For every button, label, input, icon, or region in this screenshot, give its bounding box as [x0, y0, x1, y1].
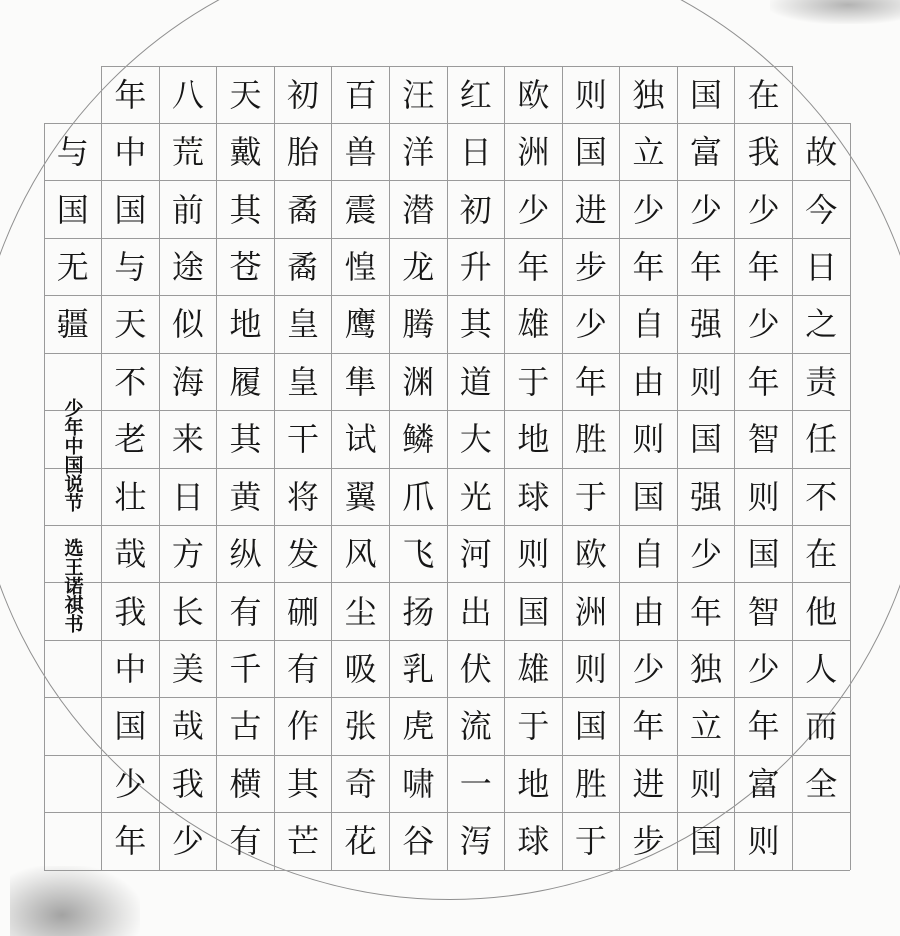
grid-character: 少: [171, 822, 204, 861]
grid-character: 皇: [287, 305, 320, 344]
grid-character: 独: [632, 75, 665, 114]
grid-character: 有: [287, 649, 320, 688]
grid-character: 少: [747, 190, 780, 229]
grid-character: 于: [574, 477, 607, 516]
grid-character: 其: [287, 764, 320, 803]
grid-character: 年: [747, 362, 780, 401]
grid-character: 八: [171, 75, 204, 114]
grid-character: 壮: [114, 477, 147, 516]
grid-character: 年: [574, 362, 607, 401]
grid-character: 震: [344, 190, 377, 229]
grid-character: 鹰: [344, 305, 377, 344]
grid-character: 则: [747, 477, 780, 516]
grid-character: 全: [805, 764, 838, 803]
grid-character: 国: [574, 707, 607, 746]
grid-character: 黄: [229, 477, 262, 516]
grid-character: 前: [171, 190, 204, 229]
grid-character: 步: [574, 247, 607, 286]
grid-character: 我: [114, 592, 147, 631]
grid-character: 球: [517, 477, 550, 516]
grid-character: 矞: [287, 247, 320, 286]
grid-character: 胜: [574, 764, 607, 803]
grid-character: 日: [459, 133, 492, 172]
grid-character: 少: [517, 190, 550, 229]
grid-character: 升: [459, 247, 492, 286]
grid-character: 美: [171, 649, 204, 688]
grid-character: 干: [287, 420, 320, 459]
grid-character: 爪: [402, 477, 435, 516]
grid-character: 兽: [344, 133, 377, 172]
grid-character: 其: [229, 420, 262, 459]
grid-character: 于: [517, 362, 550, 401]
grid-character: 年: [114, 822, 147, 861]
grid-character: 在: [747, 75, 780, 114]
grid-character: 渊: [402, 362, 435, 401]
grid-character: 今: [805, 190, 838, 229]
grid-character: 任: [805, 420, 838, 459]
grid-character: 古: [229, 707, 262, 746]
grid-character: 富: [690, 133, 723, 172]
grid-character: 我: [747, 133, 780, 172]
grid-character: 出: [459, 592, 492, 631]
grid-character: 天: [229, 75, 262, 114]
grid-character: 进: [574, 190, 607, 229]
grid-character: 千: [229, 649, 262, 688]
grid-character: 则: [517, 535, 550, 574]
grid-character: 发: [287, 535, 320, 574]
grid-character: 张: [344, 707, 377, 746]
grid-character: 进: [632, 764, 665, 803]
grid-character: 方: [171, 535, 204, 574]
grid-character: 年: [690, 592, 723, 631]
grid-character: 欧: [517, 75, 550, 114]
grid-character: 其: [459, 305, 492, 344]
grid-character: 人: [805, 649, 838, 688]
grid-character: 啸: [402, 764, 435, 803]
grid-character: 智: [747, 420, 780, 459]
grid-character: 少: [690, 535, 723, 574]
grid-character: 红: [459, 75, 492, 114]
grid-character: 有: [229, 592, 262, 631]
grid-character: 途: [171, 247, 204, 286]
grid-character: 吸: [344, 649, 377, 688]
grid-character: 哉: [114, 535, 147, 574]
grid-character: 与: [114, 247, 147, 286]
grid-character: 则: [574, 649, 607, 688]
signature-block: [46, 398, 100, 758]
grid-character: 年: [747, 247, 780, 286]
grid-character: 花: [344, 822, 377, 861]
grid-character: 潜: [402, 190, 435, 229]
grid-character: 伏: [459, 649, 492, 688]
grid-character: 年: [517, 247, 550, 286]
grid-character: 不: [114, 362, 147, 401]
grid-character: 长: [171, 592, 204, 631]
grid-character: 年: [632, 247, 665, 286]
grid-character: 虎: [402, 707, 435, 746]
grid-character: 矞: [287, 190, 320, 229]
grid-character: 智: [747, 592, 780, 631]
grid-character: 立: [632, 133, 665, 172]
grid-character: 乳: [402, 649, 435, 688]
grid-character: 强: [690, 477, 723, 516]
grid-character: 百: [344, 75, 377, 114]
grid-character: 步: [632, 822, 665, 861]
grid-character: 翼: [344, 477, 377, 516]
grid-character: 硎: [287, 592, 320, 631]
grid-character: 河: [459, 535, 492, 574]
grid-character: 尘: [344, 592, 377, 631]
grid-character: 独: [690, 649, 723, 688]
grid-character: 强: [690, 305, 723, 344]
grid-character: 少: [632, 190, 665, 229]
grid-character: 我: [171, 764, 204, 803]
grid-character: 国: [114, 707, 147, 746]
grid-character: 少: [632, 649, 665, 688]
grid-character: 少: [747, 305, 780, 344]
grid-character: 少: [690, 190, 723, 229]
grid-character: 有: [229, 822, 262, 861]
grid-character: 国: [56, 190, 89, 229]
grid-character: 泻: [459, 822, 492, 861]
grid-character: 似: [171, 305, 204, 344]
grid-character: 奇: [344, 764, 377, 803]
grid-character: 国: [690, 822, 723, 861]
grid-character: 富: [747, 764, 780, 803]
grid-character: 海: [171, 362, 204, 401]
grid-character: [44, 66, 102, 123]
calligraphy-grid: [44, 66, 850, 870]
grid-character: 谷: [402, 822, 435, 861]
grid-character: 年: [114, 75, 147, 114]
grid-character: 欧: [574, 535, 607, 574]
grid-character: 胜: [574, 420, 607, 459]
grid-character: 初: [287, 75, 320, 114]
grid-character: 大: [459, 420, 492, 459]
grid-character: 戴: [229, 133, 262, 172]
grid-character: 年: [747, 707, 780, 746]
grid-character: 芒: [287, 822, 320, 861]
grid-character: 地: [517, 764, 550, 803]
grid-character: 胎: [287, 133, 320, 172]
grid-character: 试: [344, 420, 377, 459]
grid-character: 飞: [402, 535, 435, 574]
grid-character: 于: [574, 822, 607, 861]
grid-character: 地: [517, 420, 550, 459]
grid-character: 汪: [402, 75, 435, 114]
grid-character: 少: [574, 305, 607, 344]
grid-character: 他: [805, 592, 838, 631]
grid-character: 扬: [402, 592, 435, 631]
grid-character: 球: [517, 822, 550, 861]
grid-character: 不: [805, 477, 838, 516]
grid-character: 无: [56, 247, 89, 286]
grid-character: 少: [747, 649, 780, 688]
grid-character: 于: [517, 707, 550, 746]
grid-character: 道: [459, 362, 492, 401]
grid-character: 皇: [287, 362, 320, 401]
grid-character: 龙: [402, 247, 435, 286]
grid-character: 由: [632, 362, 665, 401]
grid-character: 国: [517, 592, 550, 631]
grid-character: 在: [805, 535, 838, 574]
grid-character: 洲: [517, 133, 550, 172]
grid-character: 则: [632, 420, 665, 459]
grid-character: 鳞: [402, 420, 435, 459]
grid-character: 荒: [171, 133, 204, 172]
ink-stain-top-right: [770, 0, 900, 24]
grid-character: 年: [632, 707, 665, 746]
grid-character: 地: [229, 305, 262, 344]
grid-character: 年: [690, 247, 723, 286]
grid-character: 则: [690, 764, 723, 803]
grid-character: 纵: [229, 535, 262, 574]
grid-character: 中: [114, 649, 147, 688]
grid-character: 洋: [402, 133, 435, 172]
grid-character: 一: [459, 764, 492, 803]
grid-character: 疆: [56, 305, 89, 344]
grid-character: 则: [574, 75, 607, 114]
grid-character: 自: [632, 535, 665, 574]
grid-character: 日: [171, 477, 204, 516]
grid-character: 流: [459, 707, 492, 746]
grid-character: 则: [690, 362, 723, 401]
grid-character: 国: [632, 477, 665, 516]
grid-character: 国: [690, 75, 723, 114]
grid-character: 苍: [229, 247, 262, 286]
signature-title: 少年中国说节: [61, 398, 84, 512]
grid-character: 雄: [517, 649, 550, 688]
grid-character: 国: [114, 190, 147, 229]
grid-character: 自: [632, 305, 665, 344]
grid-character: 隼: [344, 362, 377, 401]
grid-character: 之: [805, 305, 838, 344]
grid-character: 来: [171, 420, 204, 459]
grid-character: 履: [229, 362, 262, 401]
grid-character: 由: [632, 592, 665, 631]
grid-character: 其: [229, 190, 262, 229]
grid-character: 与: [56, 133, 89, 172]
ink-stain-bottom-left: [10, 866, 140, 936]
grid-character: 日: [805, 247, 838, 286]
grid-character: 将: [287, 477, 320, 516]
signature-author: 选王诺祺书: [61, 538, 84, 633]
grid-character: 哉: [171, 707, 204, 746]
grid-character: 洲: [574, 592, 607, 631]
grid-character: 国: [747, 535, 780, 574]
grid-character: 作: [287, 707, 320, 746]
grid-character: 风: [344, 535, 377, 574]
grid-character: 初: [459, 190, 492, 229]
grid-character: 国: [690, 420, 723, 459]
grid-character: 而: [805, 707, 838, 746]
grid-character: 老: [114, 420, 147, 459]
grid-character: 雄: [517, 305, 550, 344]
grid-character: 故: [805, 133, 838, 172]
grid-character: 天: [114, 305, 147, 344]
grid-character: 则: [747, 822, 780, 861]
grid-character: 责: [805, 362, 838, 401]
grid-character: 立: [690, 707, 723, 746]
grid-character: 中: [114, 133, 147, 172]
grid-character: 惶: [344, 247, 377, 286]
grid-character: 腾: [402, 305, 435, 344]
grid-character: 光: [459, 477, 492, 516]
grid-character: 横: [229, 764, 262, 803]
grid-character: 国: [574, 133, 607, 172]
grid-character: 少: [114, 764, 147, 803]
